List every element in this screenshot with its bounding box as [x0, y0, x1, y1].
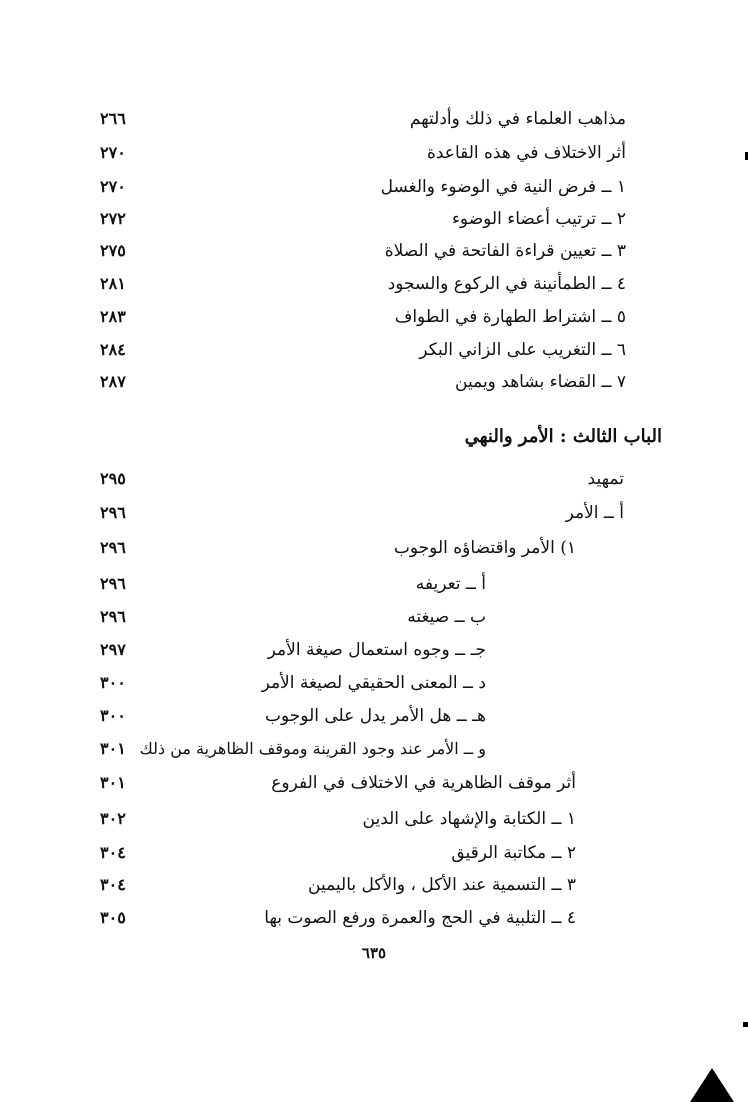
- page-number: ٦٣٥: [361, 944, 387, 962]
- toc-entry: [100, 668, 486, 698]
- toc-entry: [100, 236, 626, 266]
- toc-entry-page: ٢٩٦: [100, 538, 126, 557]
- toc-entry: [100, 838, 576, 868]
- toc-entry-title: ٤ ــ التلبية في الحج والعمرة ورفع الصوت بها: [264, 908, 576, 928]
- toc-entry-title: جـ ــ وجوه استعمال صيغة الأمر: [267, 640, 486, 660]
- toc-entry-page: ٢٧٠: [100, 177, 126, 196]
- toc-entry-page: ٣٠٤: [100, 843, 126, 862]
- toc-entry-page: ٣٠٢: [100, 809, 126, 828]
- section-heading-title: الباب الثالث : الأمر والنهي: [464, 426, 662, 447]
- toc-entry-title: ب ــ صيغته: [407, 607, 486, 627]
- toc-entry: [100, 302, 626, 332]
- toc-entry: [100, 734, 486, 764]
- toc-entry-title: و ــ الأمر عند وجود القرينة وموقف الظاهرية من ذلك: [139, 739, 486, 758]
- toc-entry: [100, 768, 576, 798]
- toc-entry-title: ١) الأمر واقتضاؤه الوجوب: [393, 538, 576, 558]
- toc-entry-title: ٣ ــ التسمية عند الأكل ، والأكل باليمين: [308, 875, 576, 895]
- toc-entry: [100, 602, 486, 632]
- toc-entry-page: ٢٨٤: [100, 340, 126, 359]
- toc-entry: [100, 172, 626, 202]
- toc-entry-title: أ ــ الأمر: [565, 503, 624, 523]
- toc-entry: [100, 870, 576, 900]
- toc-entry: [100, 204, 626, 234]
- toc-entry-page: ٢٨١: [100, 274, 126, 293]
- scan-mark: [743, 1022, 748, 1027]
- toc-entry: [100, 498, 624, 528]
- toc-entry-title: أثر موقف الظاهرية في الاختلاف في الفروع: [271, 773, 576, 793]
- toc-entry: [100, 804, 576, 834]
- toc-entry-page: ٣٠٥: [100, 908, 126, 927]
- toc-entry-title: ١ ــ فرض النية في الوضوء والغسل: [380, 177, 626, 197]
- toc-entry-title: ٢ ــ مكاتبة الرقيق: [451, 843, 576, 863]
- toc-entry: [100, 464, 624, 494]
- toc-entry: [100, 104, 626, 134]
- toc-entry-page: ٢٩٦: [100, 607, 126, 626]
- toc-entry: [100, 367, 626, 397]
- toc-entry-title: ٥ ــ اشتراط الطهارة في الطواف: [394, 307, 626, 327]
- toc-entry-title: ٣ ــ تعيين قراءة الفاتحة في الصلاة: [384, 241, 626, 261]
- toc-entry-title: ١ ــ الكتابة والإشهاد على الدين: [362, 809, 576, 829]
- toc-entry-page: ٢٨٣: [100, 307, 126, 326]
- toc-entry-page: ٢٧٠: [100, 143, 126, 162]
- toc-entry-title: ٦ ــ التغريب على الزاني البكر: [419, 340, 626, 360]
- toc-entry-page: ٢٧٢: [100, 209, 126, 228]
- toc-entry: [100, 701, 486, 731]
- toc-entry: [100, 903, 576, 933]
- toc-entry-page: ٢٨٧: [100, 372, 126, 391]
- scan-corner-mark: [690, 1068, 734, 1102]
- toc-entry-page: ٣٠٤: [100, 875, 126, 894]
- toc-entry-title: أ ــ تعريفه: [415, 574, 486, 594]
- toc-entry: [100, 569, 486, 599]
- toc-entry-page: ٣٠٠: [100, 673, 126, 692]
- toc-entry-title: ٤ ــ الطمأنينة في الركوع والسجود: [387, 274, 626, 294]
- toc-entry: [100, 635, 486, 665]
- toc-entry-page: ٢٩٦: [100, 574, 126, 593]
- toc-entry: [100, 269, 626, 299]
- toc-entry-page: ٣٠١: [100, 773, 126, 792]
- toc-entry-page: ٢٩٥: [100, 469, 126, 488]
- toc-entry-title: تمهيد: [587, 469, 624, 489]
- toc-entry-page: ٢٩٦: [100, 503, 126, 522]
- toc-entry-title: ٢ ــ ترتيب أعضاء الوضوء: [451, 209, 626, 229]
- toc-entry-title: هـ ــ هل الأمر يدل على الوجوب: [265, 706, 486, 726]
- toc-entry-page: ٢٦٦: [100, 109, 126, 128]
- toc-entry: [100, 138, 626, 168]
- section-heading: [100, 422, 662, 452]
- toc-entry: [100, 335, 626, 365]
- toc-entry: [100, 533, 576, 563]
- toc-entry-page: ٢٧٥: [100, 241, 126, 260]
- toc-entry-page: ٢٩٧: [100, 640, 126, 659]
- toc-entry-title: أثر الاختلاف في هذه القاعدة: [426, 143, 626, 163]
- toc-entry-page: ٣٠١: [100, 739, 126, 758]
- toc-entry-title: ٧ ــ القضاء بشاهد ويمين: [455, 372, 626, 392]
- toc-entry-page: ٣٠٠: [100, 706, 126, 725]
- toc-entry-title: مذاهب العلماء في ذلك وأدلتهم: [409, 109, 626, 129]
- toc-entry-title: د ــ المعنى الحقيقي لصيغة الأمر: [261, 673, 486, 693]
